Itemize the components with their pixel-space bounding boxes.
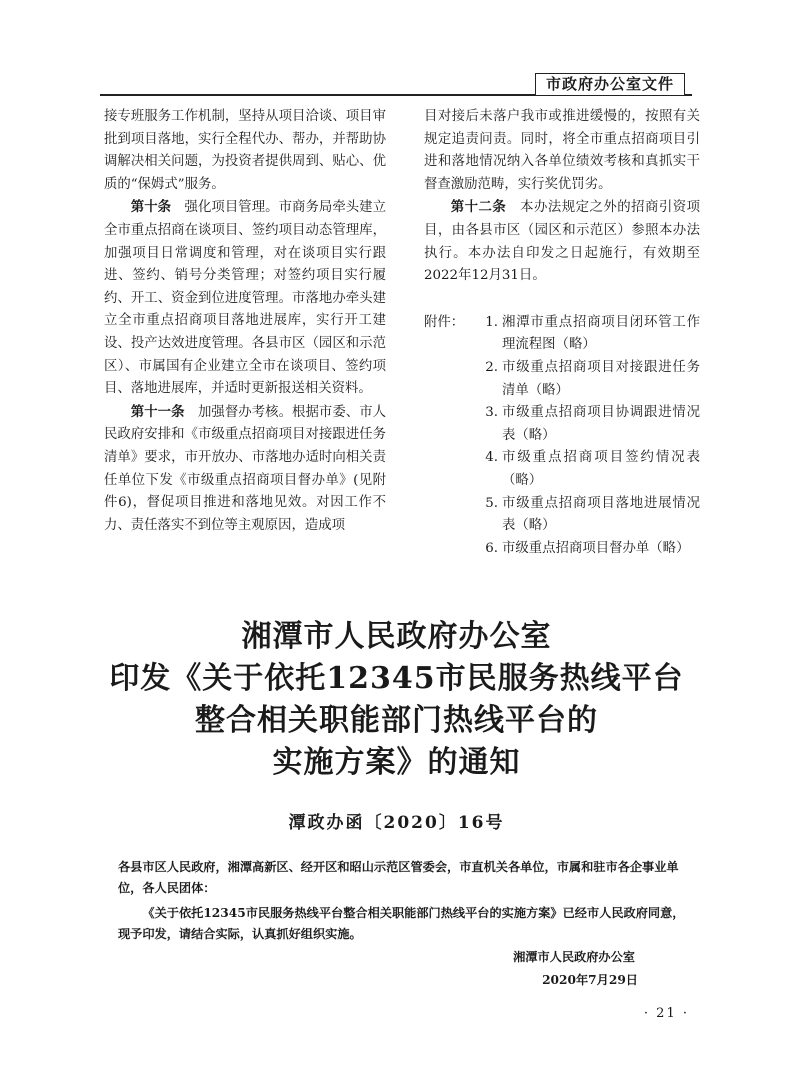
article-label: 第十二条 [450, 199, 507, 216]
attachment-item [424, 357, 700, 402]
article-text: 本办法规定之外的招商引资项目，由各县市区（园区和示范区）参照本办法执行。本办法自印发之日起施行，有效期至2022年12月31日。 [424, 200, 701, 284]
left-column [104, 106, 386, 537]
attachments-label: 附件： [424, 314, 465, 330]
addressee: 各县市区人民政府，湘潭高新区、经开区和昭山示范区管委会，市直机关各单位，市属和驻市各企事业单位，各人民团体： [118, 860, 679, 895]
article-12 [424, 196, 700, 287]
attachment-item [424, 402, 700, 447]
article-label: 第十条 [130, 199, 172, 216]
attachment-item [424, 538, 700, 561]
issue-date: 2020年7月29日 [542, 973, 638, 987]
title-line: 湘潭市人民政府办公室 [241, 619, 552, 654]
attachment-text: 市级重点招商项目签约情况表（略） [502, 450, 700, 488]
article-11 [104, 401, 386, 538]
signature: 湘潭市人民政府办公室 [513, 950, 635, 964]
attachment-number: 1. [485, 314, 498, 330]
title-line: 整合相关职能部门热线平台的 [195, 703, 598, 738]
paragraph: 接专班服务工作机制，坚持从项目洽谈、项目审批到项目落地，实行全程代办、帮办，并帮助协调解决相关问题，为投资者提供周到、贴心、优质的“保姆式”服务。 [104, 109, 386, 192]
page-number: · 21 · [643, 1006, 689, 1021]
attachments-list [424, 312, 700, 561]
attachment-text: 市级重点招商项目落地进展情况表（略） [502, 495, 700, 534]
attachment-text: 市级重点招商项目督办单（略） [502, 540, 690, 556]
title-line: 实施方案》的通知 [272, 745, 521, 780]
article-label: 第十一条 [130, 403, 185, 420]
notice-body: 《关于依托12345市民服务热线平台整合相关职能部门热线平台的实施方案》已经市人民政府同意，现予印发，请结合实际，认真抓好组织实施。 [118, 906, 685, 941]
attachment-text: 市级重点招商项目协调跟进情况表（略） [502, 405, 700, 443]
attachment-text: 湘潭市重点招商项目闭环管工作理流程图（略） [502, 314, 700, 353]
paragraph: 目对接后未落户我市或推进缓慢的，按照有关规定追责问责。同时，将全市重点招商项目引进和落地情况纳入各单位绩效考核和真抓实干督查激励范畴，实行奖优罚劣。 [424, 109, 700, 192]
attachment-number: 4. [485, 450, 498, 466]
attachment-number: 3. [485, 405, 498, 421]
attachment-item [424, 493, 700, 538]
attachment-number: 2. [485, 359, 498, 375]
attachment-text: 市级重点招商项目对接跟进任务清单（略） [502, 359, 700, 398]
right-column [424, 106, 700, 560]
article-text: 强化项目管理。市商务局牵头建立全市重点招商在谈项目、签约项目动态管理库，加强项目日常调度和管理，对在谈项目实行跟进、签约、销号分类管理；对签约项目实行履约、开工、资金到位进度管理。市落地办牵头建立全市重点招商项目落地进展库，实行开工建设、投产达效进度管理。各县市区（园区和示范区）、市属国有企业建立全市在谈项目、签约项目、落地进展库，并适时更新报送相关资料。 [104, 200, 387, 397]
attachment-item [424, 447, 700, 492]
section-tag: 市政府办公室文件 [535, 73, 685, 96]
attachment-item [424, 312, 700, 357]
attachment-number: 5. [485, 495, 498, 511]
article-10 [104, 196, 386, 400]
article-text: 加强督办考核。根据市委、市人民政府安排和《市级重点招商项目对接跟进任务清单》要求，市开放办、市落地办适时向相关责任单位下发《市级重点招商项目督办单》(见附件6)，督促项目推进和落地见效。对因工作不力、责任落实不到位等主观原因，造成项 [104, 404, 387, 533]
title-line: 印发《关于依托12345市民服务热线平台 [109, 661, 684, 696]
notice-title [0, 616, 793, 784]
attachment-number: 6. [485, 540, 498, 556]
document-number: 潭政办函〔2020〕16号 [288, 813, 505, 833]
